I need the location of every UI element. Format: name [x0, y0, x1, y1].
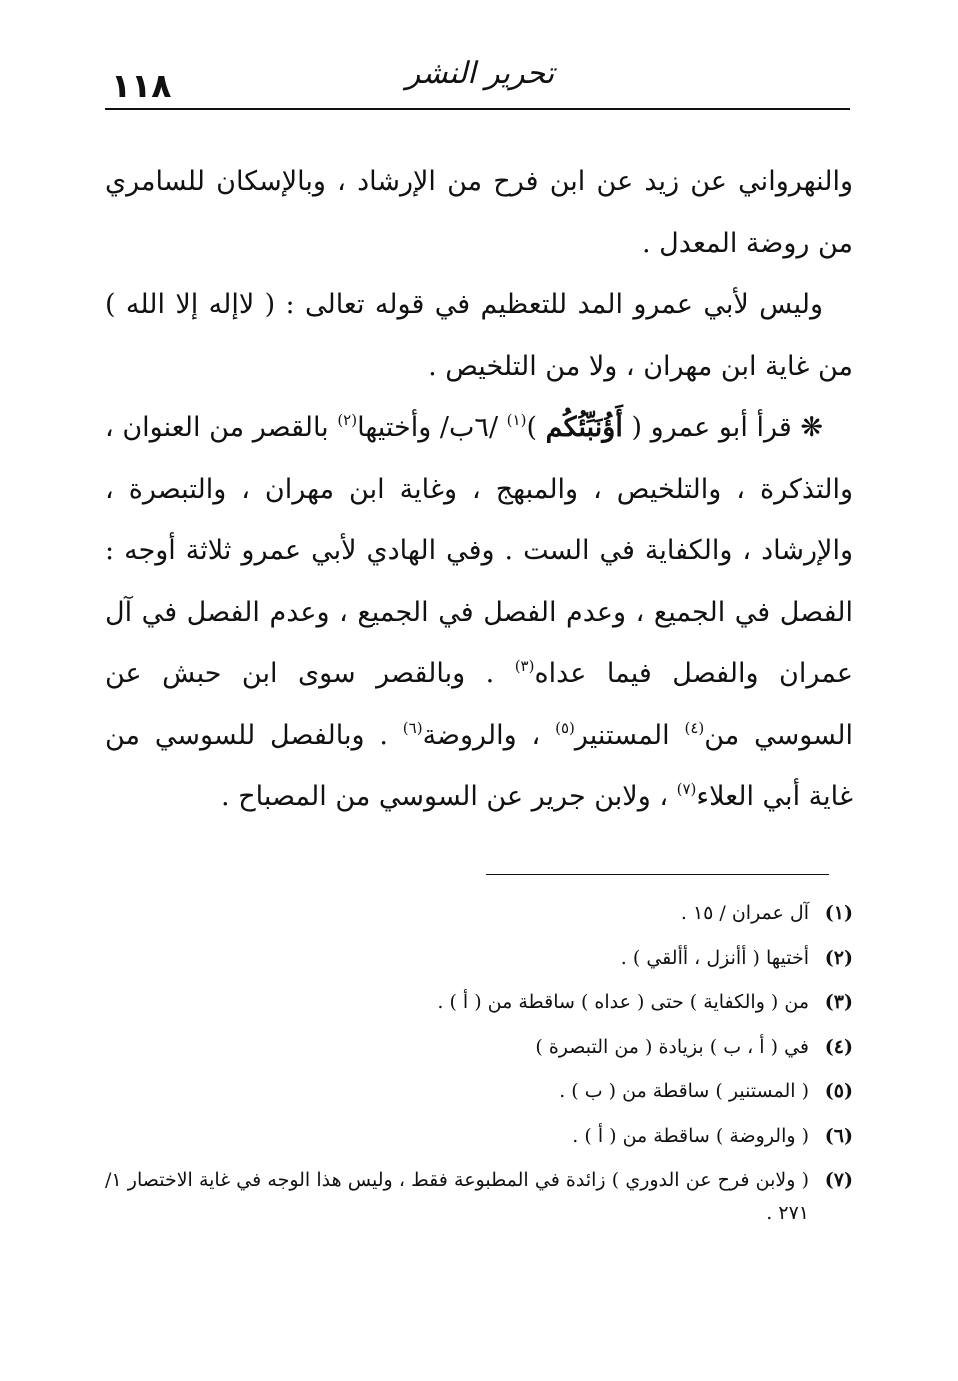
body-text	[105, 151, 853, 828]
footnote-number: (١)	[824, 902, 853, 924]
footnote-text: في ( أ ، ب ) بزيادة ( من التبصرة )	[535, 1035, 809, 1058]
text-segment: . وبالقصر سوى ابن حبش عن السوسي من	[105, 658, 853, 751]
footnote-number: (٣)	[824, 991, 853, 1013]
footnote-ref-7[interactable]: (٧)	[676, 780, 697, 798]
footnote	[105, 942, 853, 975]
text-segment: )	[526, 412, 546, 443]
footnote-number: (٦)	[824, 1124, 853, 1147]
footnote-ref-1[interactable]: (١)	[506, 411, 527, 429]
footnote	[105, 1075, 853, 1108]
footnote-number: (٥)	[824, 1080, 853, 1102]
paragraph-2: وليس لأبي عمرو المد للتعظيم في قوله تعالى : ( لاإله إلا الله ) من غاية ابن مهران ، ولا من التلخيص .	[105, 289, 853, 382]
footnotes	[105, 897, 853, 1242]
footnote-ref-4[interactable]: (٤)	[684, 718, 705, 737]
page-number: ١١٨	[111, 66, 172, 105]
footnote-text: ( المستنير ) ساقطة من ( ب ) .	[559, 1080, 809, 1102]
text-segment: ، والروضة	[422, 719, 556, 751]
text-segment: المستنير	[574, 719, 685, 751]
footnote-text: ( ولابن فرح عن الدوري ) زائدة في المطبوعة فقط ، وليس هذا الوجه في غاية الاختصار ١/ ٢٧١ .	[105, 1169, 809, 1224]
footnote	[105, 986, 853, 1019]
text-segment: . وبالفصل للسوسي من غاية أبي العلاء	[105, 719, 853, 812]
footnote	[105, 1120, 853, 1153]
text-segment: ، ولابن جرير عن السوسي من المصباح .	[221, 781, 677, 812]
footnote-text: آل عمران / ١٥ .	[680, 902, 809, 924]
text-segment: /٦ب/ وأختيها	[357, 412, 507, 443]
star-marker: ❋	[800, 412, 823, 443]
paragraph-3	[105, 397, 853, 828]
footnote-text: ( والروضة ) ساقطة من ( أ ) .	[572, 1124, 809, 1147]
footnote	[105, 897, 853, 930]
running-title: تحرير النشر	[405, 56, 555, 91]
footnote-number: (٤)	[824, 1035, 853, 1058]
footnote-ref-5[interactable]: (٥)	[555, 718, 575, 737]
footnote	[105, 1031, 853, 1064]
footnote-rule	[486, 874, 829, 875]
footnote-text: من ( والكفاية ) حتى ( عداه ) ساقطة من ( أ ) .	[437, 991, 809, 1013]
text-segment: بالقصر من العنوان ، والتذكرة ، والتلخيص ، والمبهج ، وغاية ابن مهران ، والتبصرة ، والإرشاد ، والكفاية في الست . وفي الهادي لأبي عمرو ثلاثة أوجه : الفصل في الجميع ، وعدم الفصل في الجميع ، وعدم الفصل في آل عمران والفصل فيما عداه	[105, 412, 853, 689]
text-segment: قرأ أبو عمرو (	[622, 412, 801, 443]
footnote	[105, 1164, 853, 1230]
footnote-ref-2[interactable]: (٢)	[337, 411, 358, 429]
footnote-number: (٧)	[824, 1169, 853, 1191]
header-rule	[105, 108, 850, 110]
paragraph-1: والنهرواني عن زيد عن ابن فرح من الإرشاد ، وبالإسكان للسامري من روضة المعدل .	[105, 166, 853, 259]
footnote-number: (٢)	[824, 946, 853, 969]
footnote-ref-6[interactable]: (٦)	[402, 718, 423, 737]
quranic-word: أَؤُنَبِّئُكُم	[545, 412, 623, 443]
footnote-ref-3[interactable]: (٣)	[514, 657, 535, 675]
footnote-text: أختيها ( أأنزل ، أألقي ) .	[620, 946, 809, 969]
